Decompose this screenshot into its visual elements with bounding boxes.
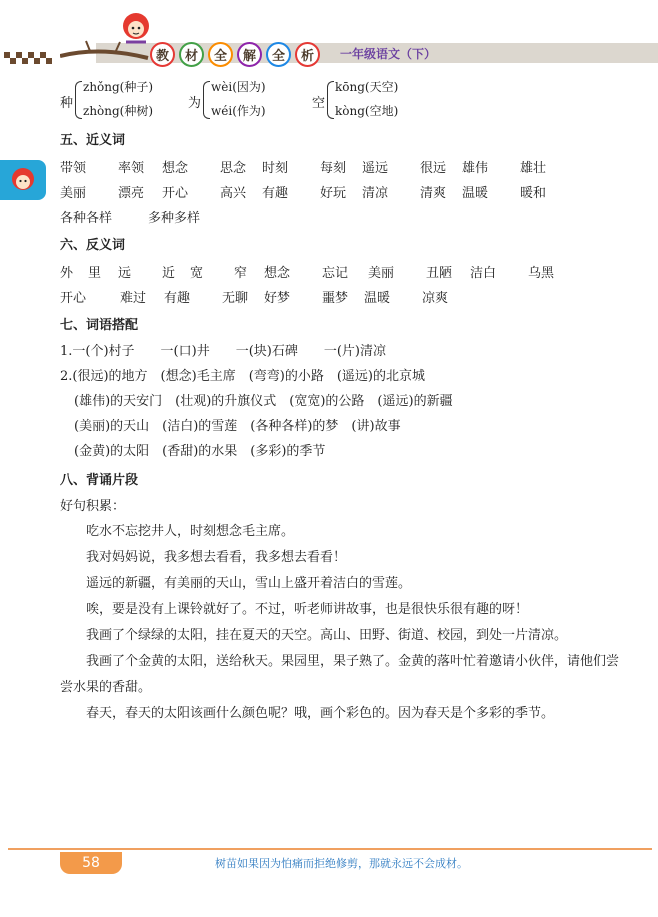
brace-icon [75, 81, 82, 119]
word-row [60, 179, 620, 204]
brace-icon [203, 81, 210, 119]
footer-divider [8, 848, 652, 850]
recitation-paragraph: 唉，要是没有上课铃就好了。不过，听老师讲故事，也是很快乐很有趣的呀！ [86, 602, 529, 617]
section-title: 六、反义词 [60, 238, 126, 253]
title-char: 全 [208, 42, 233, 67]
word: 清凉 [362, 186, 389, 201]
word-row [60, 154, 620, 179]
polyphone-reading: wéi(作为) [211, 104, 266, 118]
word: 遥远 [362, 161, 389, 176]
word: 远 [118, 266, 132, 281]
recitation-paragraph: 我画了个绿绿的太阳，挂在夏天的天空。高山、田野、街道、校园，到处一片清凉。 [86, 628, 568, 643]
mascot-face-icon [10, 166, 36, 194]
word: 有趣 [262, 186, 289, 201]
word: 近 [162, 266, 176, 281]
word: 率领 [118, 161, 145, 176]
polyphone-reading: kòng(空地) [335, 104, 399, 118]
word: 外 [60, 266, 74, 281]
word: 漂亮 [118, 186, 145, 201]
title-char: 全 [266, 42, 291, 67]
word: 忘记 [322, 266, 349, 281]
section-title: 八、背诵片段 [60, 473, 139, 488]
word: 开心 [60, 291, 87, 306]
word: 洁白 [470, 266, 497, 281]
word: 暖和 [520, 186, 547, 201]
word: 多种多样 [148, 211, 201, 226]
collocation-line: 2.(很远)的地方 (想念)毛主席 (弯弯)的小路 (遥远)的北京城 [60, 369, 425, 384]
word: 窄 [234, 266, 248, 281]
collocation-line: (雄伟)的天安门 (壮观)的升旗仪式 (宽宽)的公路 (遥远)的新疆 [74, 394, 453, 409]
mascot-icon [118, 8, 154, 48]
word-row [60, 284, 620, 309]
word: 思念 [220, 161, 247, 176]
polyphone-reading: zhòng(种树) [83, 104, 154, 118]
title-char: 材 [179, 42, 204, 67]
page-content [60, 78, 620, 727]
polyphone-char: 种 [60, 96, 74, 111]
word: 开心 [162, 186, 189, 201]
word: 温暖 [364, 291, 391, 306]
recitation-paragraph: 吃水不忘挖井人，时刻想念毛主席。 [86, 524, 295, 539]
word-row [60, 204, 620, 229]
word: 清爽 [420, 186, 447, 201]
subsection-label: 好句积累： [60, 499, 126, 514]
word: 每刻 [320, 161, 347, 176]
polyphone-reading: kōng(天空) [335, 80, 399, 94]
word: 很远 [420, 161, 447, 176]
book-subtitle: 一年级语文（下） [340, 47, 437, 61]
word: 想念 [162, 161, 189, 176]
title-char: 教 [150, 42, 175, 67]
word: 美丽 [60, 186, 87, 201]
recitation-paragraph: 遥远的新疆，有美丽的天山，雪山上盛开着洁白的雪莲。 [86, 576, 412, 591]
word: 乌黑 [528, 266, 555, 281]
word: 难过 [120, 291, 147, 306]
page-header [0, 0, 658, 72]
section-title: 五、近义词 [60, 133, 126, 148]
recitation-paragraph: 春天，春天的太阳该画什么颜色呢？哦，画个彩色的。因为春天是个多彩的季节。 [86, 706, 555, 721]
word: 宽 [190, 266, 204, 281]
polyphone-reading: zhǒng(种子) [83, 80, 154, 94]
section-title: 七、词语搭配 [60, 318, 139, 333]
word: 好梦 [264, 291, 291, 306]
recitation-paragraph: 我对妈妈说，我多想去看看，我多想去看看！ [86, 550, 347, 565]
collocation-line: (美丽)的天山 (洁白)的雪莲 (各种各样)的梦 (讲)故事 [74, 419, 401, 434]
word: 凉爽 [422, 291, 449, 306]
word: 噩梦 [322, 291, 349, 306]
word-row [60, 259, 620, 284]
word: 好玩 [320, 186, 347, 201]
polyphone-reading: wèi(因为) [211, 80, 266, 94]
polyphone-char: 为 [188, 96, 202, 111]
page-number: 58 [60, 852, 122, 874]
title-char: 析 [295, 42, 320, 67]
word: 时刻 [262, 161, 289, 176]
footer-motto: 树苗如果因为怕痛而拒绝修剪，那就永远不会成材。 [215, 857, 468, 870]
word: 有趣 [164, 291, 191, 306]
collocation-line: 1.一(个)村子 一(口)井 一(块)石碑 一(片)清凉 [60, 344, 386, 359]
word: 高兴 [220, 186, 247, 201]
polyphone-block [60, 78, 620, 124]
collocation-line: (金黄)的太阳 (香甜)的水果 (多彩)的季节 [74, 444, 326, 459]
word: 美丽 [368, 266, 395, 281]
word: 无聊 [222, 291, 249, 306]
title-char: 解 [237, 42, 262, 67]
word: 里 [88, 266, 102, 281]
word: 雄壮 [520, 161, 547, 176]
word: 各种各样 [60, 211, 113, 226]
word: 带领 [60, 161, 87, 176]
book-title [150, 42, 320, 67]
word: 想念 [264, 266, 291, 281]
word: 雄伟 [462, 161, 489, 176]
word: 丑陋 [426, 266, 453, 281]
recitation-paragraph: 我画了个金黄的太阳，送给秋天。果园里，果子熟了。金黄的落叶忙着邀请小伙伴，请他们尝尝水果的香甜。 [60, 654, 620, 695]
polyphone-char: 空 [312, 96, 326, 111]
word: 温暖 [462, 186, 489, 201]
brace-icon [327, 81, 334, 119]
checker-decoration [4, 52, 64, 66]
